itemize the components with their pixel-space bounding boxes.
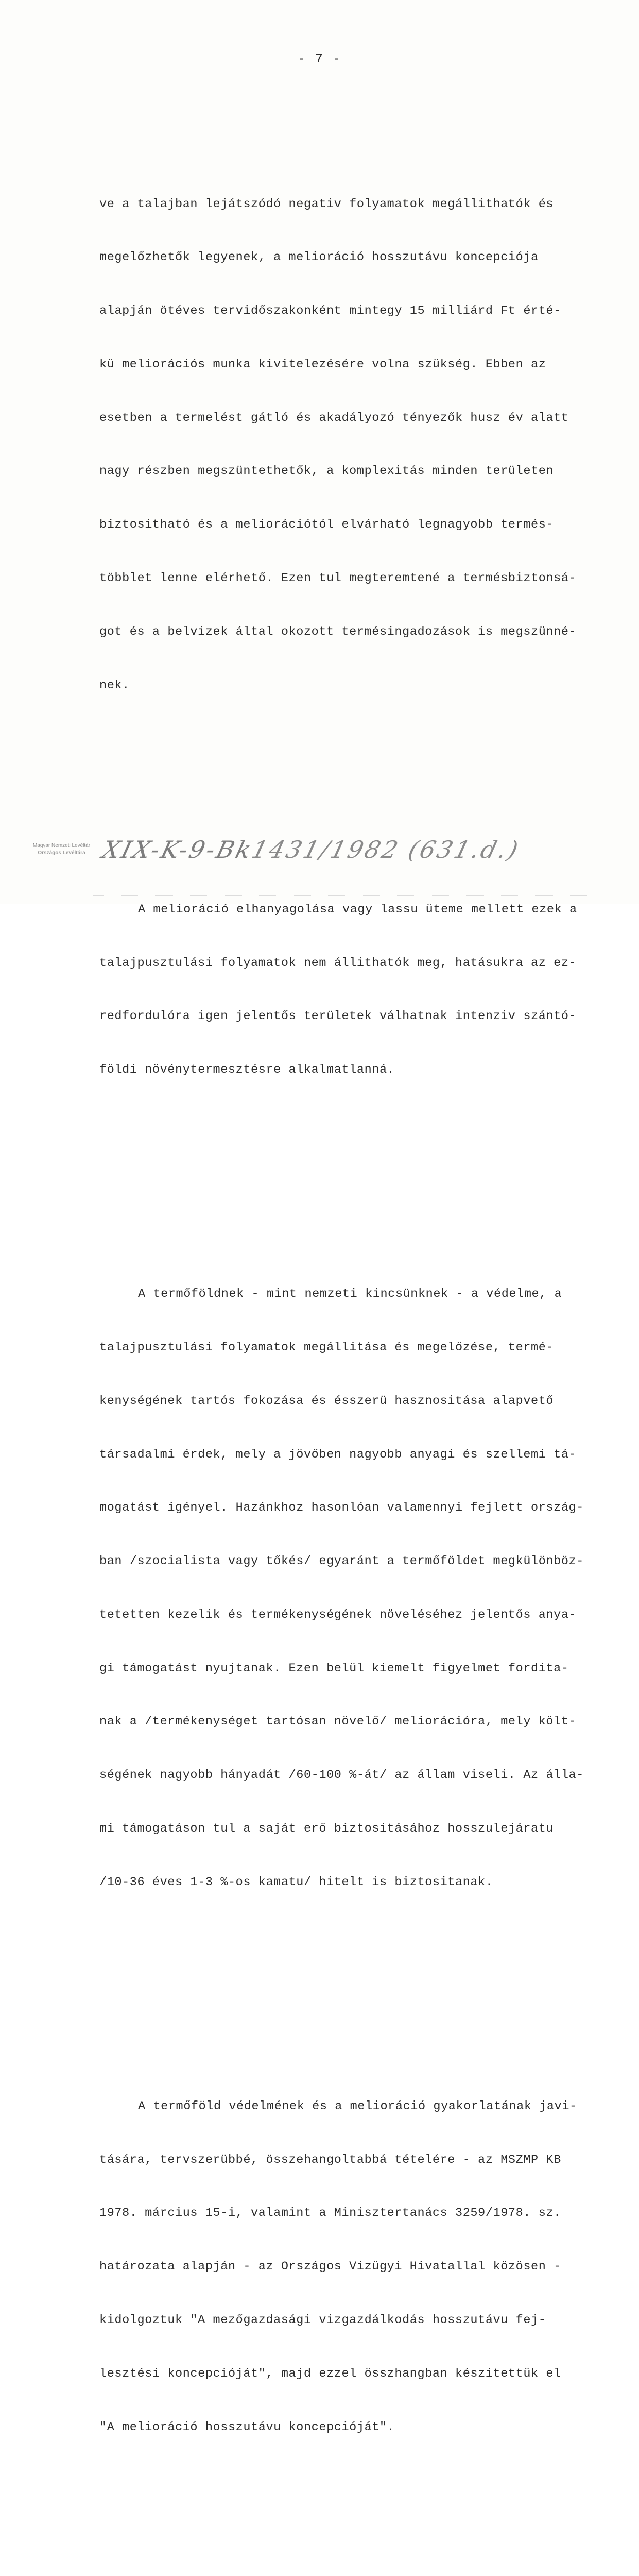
text-line: társadalmi érdek, mely a jövőben nagyobb anyagi és szellemi tá- [99,1447,577,1462]
text-line: nagy részben megszüntethetők, a komplexitás minden területen [99,464,554,479]
paragraph-2 [99,866,614,1115]
handwritten-reference-number: 1431/1982 (631.d.) [249,836,523,863]
text-line: /10-36 éves 1-3 %-os kamatu/ hitelt is biztositanak. [99,1875,493,1889]
text-line: A melioráció elhanyagolása vagy lassu üteme mellett ezek a [138,902,577,917]
archive-stamp [22,842,101,857]
paragraph-3 [99,1250,614,1927]
text-line: mi támogatáson tul a saját erő biztositásához hosszulejáratu [99,1822,554,1836]
archive-stamp-line2: Országos Levéltára [38,850,85,856]
text-line: kü meliorációs munka kivitelezésére volna szükség. Ebben az [99,357,546,371]
paragraph-4 [99,2062,614,2472]
text-line: esetben a termelést gátló és akadályozó tényezők husz év alatt [99,411,569,425]
handwritten-reference-code: XIX-K-9-Bk [99,836,256,863]
text-line: "A melioráció hosszutávu koncepcióját". [99,2420,395,2434]
text-line: földi növénytermesztésre alkalmatlanná. [99,1063,395,1077]
text-line: talajpusztulási folyamatok megállitása és megelőzése, termé- [99,1340,554,1354]
scan-artifact-divider [93,895,597,896]
text-line: biztositható és a meliorációtól elvárható legnagyobb termés- [99,518,554,532]
text-line: A termőföld védelmének és a melioráció gyakorlatának javi- [138,2099,577,2113]
text-line: kidolgoztuk "A mezőgazdasági vizgazdálkodás hosszutávu fej- [99,2313,546,2328]
text-line: got és a belvizek által okozott termésingadozások is megszünné- [99,624,577,639]
text-line: ségének nagyobb hányadát /60-100 %-át/ az állam viseli. Az álla- [99,1768,584,1783]
text-line: nek. [99,678,130,692]
text-line: kenységének tartós fokozása és ésszerü hasznositása alapvető [99,1394,554,1408]
text-line: többlet lenne elérhető. Ezen tul megteremtené a termésbiztonsá- [99,571,577,586]
text-line: 1978. március 15-i, valamint a Minisztertanács 3259/1978. sz. [99,2206,561,2221]
text-line: mogatást igényel. Hazánkhoz hasonlóan valamennyi fejlett ország- [99,1501,584,1515]
text-line: ve a talajban lejátszódó negativ folyamatok megállithatók és [99,197,554,211]
text-line: tására, tervszerübbé, összehangoltabbá tételére - az MSZMP KB [99,2153,561,2167]
text-line: talajpusztulási folyamatok nem állithatók meg, hatásukra az ez- [99,956,577,970]
document-body [99,89,614,2576]
paragraph-1 [99,160,614,730]
page-number: - 7 - [297,52,341,66]
text-line: gi támogatást nyujtanak. Ezen belül kiemelt figyelmet fordita- [99,1661,569,1675]
text-line: lesztési koncepcióját", majd ezzel összhangban készitettük el [99,2366,561,2381]
text-line: A termőföldnek - mint nemzeti kincsünknek - a védelme, a [138,1287,562,1301]
text-line: tetetten kezelik és termékenységének növeléséhez jelentős anya- [99,1607,577,1622]
text-line: ban /szocialista vagy tőkés/ egyaránt a termőföldet megkülönböz- [99,1554,584,1569]
archive-stamp-line1: Magyar Nemzeti Levéltár [32,843,91,849]
text-line: alapján ötéves tervidőszakonként mintegy 15 milliárd Ft érté- [99,304,561,318]
text-line: redfordulóra igen jelentős területek válhatnak intenziv szántó- [99,1009,577,1024]
text-line: nak a /termékenységet tartósan növelő/ meliorációra, mely költ- [99,1715,577,1729]
text-line: határozata alapján - az Országos Vizügyi Hivatallal közösen - [99,2260,561,2274]
text-line: megelőzhetők legyenek, a melioráció hosszutávu koncepciója [99,250,539,265]
